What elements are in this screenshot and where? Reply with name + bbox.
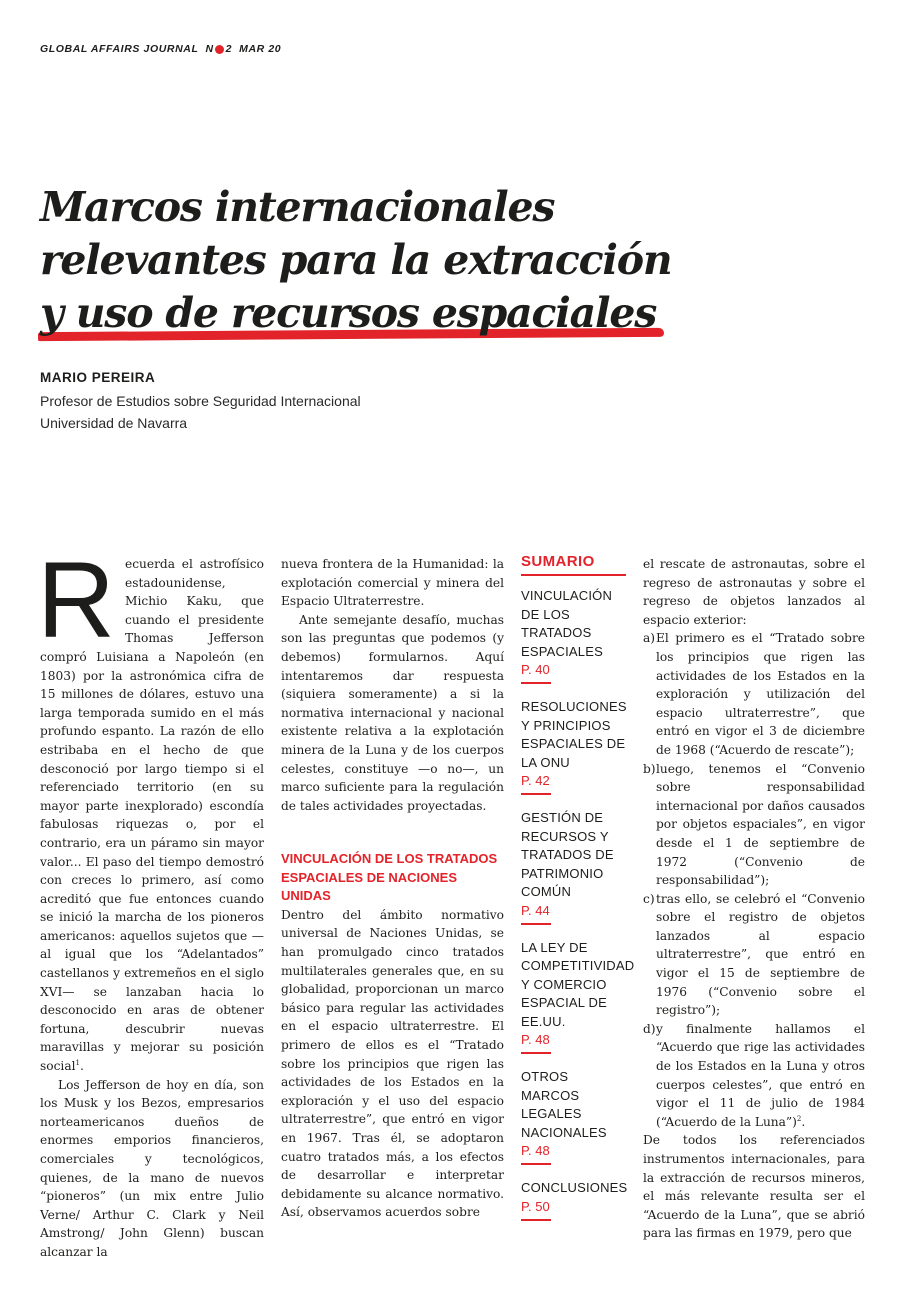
list-text: y finalmente hallamos el “Acuerdo que rige las actividades de los Estados en la Luna y otros cuerpos celestes”, que entró en vigor el 11 de julio de 1984 (“Acuerdo de la Luna”)	[656, 1021, 865, 1129]
body-column-4	[643, 555, 865, 1243]
sumario-item-label: GESTIÓN DE RECURSOS Y TRATADOS DE PATRIMONIO COMÚN	[521, 810, 614, 899]
paragraph-challenge: Ante semejante desafío, muchas son las preguntas que podemos (y debemos) formularnos. Aquí intentaremos dar respuesta (siquiera someramente) a si la normativa internacional y nacional existente relativa a la explotación minera de la Luna y de los cuerpos celestes, constituye —o no—, un marco suficiente para la regulación de tales actividades proyectadas.	[281, 612, 504, 813]
sumario-item-divider	[521, 923, 551, 925]
intro-paragraph: Recuerda el astrofísico estadounidense, Michio Kaku, que cuando el presidente Thomas Jefferson compró Luisiana a Napoleón (en 1803) por la astronómica cifra de 15 millones de dólares, estuvo una larga temporada sumido en el más profundo espanto. La razón de ello estribaba en el hecho de que desconoció por largo tiempo si el referenciado territorio (en su mayor parte inexplorado) escondía fabulosas riquezas o, por el contrario, era un páramo sin mayor valor... El paso del tiempo demostró con creces lo primero, así como acreditó que fue entonces cuando se inició la marcha de los pioneros americanos: aquellos sujetos que —al igual que los “Adelantados” castellanos y extremeños en el siglo XVI— se lanzaban hacia lo desconocido en aras de obtener fortuna, descubrir nuevas maravillas y mejorar su posición social$^1$.	[37, 539, 264, 1074]
sumario-item-ley-competitividad[interactable]	[521, 939, 635, 1055]
article-title	[40, 181, 740, 340]
paragraph-moon-agreement: De todos los referenciados instrumentos internacionales, para la extracción de recursos mineros, el más relevante resulta ser el “Acuerdo de la Luna”, que se abrió para las firmas en 1979, pero que	[643, 1133, 865, 1241]
sumario-item-page: P. 48	[521, 1032, 550, 1047]
paragraph-astronauts: el rescate de astronautas, sobre el regreso de astronautas y sobre el regreso de objetos lanzados al espacio exterior:	[643, 557, 865, 627]
title-line-3-wrapper	[40, 287, 656, 340]
sumario-item-page: P. 42	[521, 773, 550, 788]
intro-text: ecuerda el astrofísico estadounidense, Michio Kaku, que cuando el presidente Thomas Jefferson compró Luisiana a Napoleón (en 1803) por la astronómica cifra de 15 millones de dólares, estuvo una larga temporada sumido en el más profundo espanto. La razón de ello estribaba en el hecho de que desconoció por largo tiempo si el referenciado territorio (en su mayor parte inexplorado) escondía fabulosas riquezas o, por el contrario, era un páramo sin mayor valor... El paso del tiempo demostró con creces lo primero, así como acreditó que fue entonces cuando se inició la marcha de los pioneros americanos: aquellos sujetos que —al igual que los “Adelantados” castellanos y extremeños en el siglo XVI— se lanzaban hacia lo desconocido en aras de obtener fortuna, descubrir nuevas maravillas y mejorar su posición social	[40, 557, 264, 1074]
title-line-1: Marcos internacionales	[40, 183, 555, 231]
issue-number-prefix: N	[205, 43, 214, 55]
treaty-list-item	[643, 890, 865, 1020]
masthead	[40, 43, 281, 55]
list-end-punctuation: .	[801, 1114, 806, 1129]
author-position: Profesor de Estudios sobre Seguridad Internacional	[40, 393, 361, 409]
list-marker: a)	[643, 631, 656, 646]
title-line-3: y uso de recursos espaciales	[40, 289, 657, 337]
paragraph-jefferson: Los Jefferson de hoy en día, son los Musk y los Bezos, empresarios norteamericanos dueños de enormes emporios financieros, comerciales y tecnológicos, quienes, de la mano de nuevos “pioneros” (un mix entre Julio Verne/ Arthur C. Clark y Neil Amstrong/ John Glenn) buscan alcanzar la	[40, 1077, 264, 1259]
list-marker: c)	[643, 891, 655, 906]
sumario-item-page: P. 40	[521, 662, 550, 677]
body-column-2	[281, 555, 504, 1222]
author-institution: Universidad de Navarra	[40, 415, 188, 431]
sumario-item-divider	[521, 682, 551, 684]
body-column-1	[37, 539, 264, 1262]
list-text: tras ello, se celebró el “Convenio sobre el registro de objetos lanzados al espacio ultraterrestre”, que entró en vigor el 15 de septiembre de 1976 (“Convenio sobre el registro”);	[656, 891, 865, 1018]
sumario-item-divider	[521, 1052, 551, 1054]
footnote-ref-1[interactable]: 1	[75, 1058, 80, 1067]
author-name: MARIO PEREIRA	[40, 370, 156, 385]
drop-cap: R	[37, 539, 115, 660]
sumario-item-conclusiones[interactable]	[521, 1179, 626, 1221]
list-text: luego, tenemos el “Convenio sobre responsabilidad internacional por daños causados por objetos espaciales”, en vigor desde el 1 de septiembre de 1972 (“Convenio de responsabilidad”);	[656, 761, 865, 888]
sumario-item-resoluciones[interactable]	[521, 698, 626, 795]
section-heading: VINCULACIÓN DE LOS TRATADOS ESPACIALES DE NACIONES UNIDAS	[281, 851, 498, 904]
list-text: El primero es el “Tratado sobre los principios que rigen las actividades de los Estados en la exploración y utilización del espacio ultraterrestre”, que entró en vigor el 3 de diciembre de 1968 (“Acuerdo de rescate”);	[656, 631, 865, 757]
treaty-list-item	[643, 629, 865, 759]
issue-dot-icon	[215, 45, 224, 54]
sumario-item-page: P. 48	[521, 1143, 550, 1158]
sumario-item-divider	[521, 1219, 551, 1221]
journal-name: GLOBAL AFFAIRS JOURNAL	[40, 43, 199, 55]
sumario-sidebar	[521, 553, 635, 1235]
sumario-item-divider	[521, 1163, 551, 1165]
paragraph-treaties: Dentro del ámbito normativo universal de Naciones Unidas, se han promulgado cinco tratados multilaterales generales que, en su globalidad, proporcionan un marco básico para regular las actividades en el espacio ultraterrestre. El primero de ellos es el “Tratado sobre los principios que rigen las actividades de los Estados en la exploración y el uso del espacio ultraterrestre”, que entró en vigor en 1967. Tras él, se adoptaron cuatro tratados más, a los efectos de desarrollar e interpretar debidamente su alcance normativo. Así, observamos acuerdos sobre	[281, 907, 504, 1220]
sumario-item-otros-marcos[interactable]	[521, 1068, 626, 1165]
paragraph-frontier: nueva frontera de la Humanidad: la explotación comercial y minera del Espacio Ultraterrestre.	[281, 557, 504, 609]
treaty-list-item	[643, 760, 865, 890]
sumario-item-label: LA LEY DE COMPETITIVIDAD Y COMERCIO ESPACIAL DE EE.UU.	[521, 939, 635, 1029]
footnote-ref-2[interactable]: 2	[796, 1114, 802, 1123]
sumario-item-gestion[interactable]	[521, 809, 626, 925]
issue-number: 2	[225, 43, 233, 55]
treaty-list-item	[643, 1020, 865, 1132]
list-marker: d)	[643, 1021, 656, 1036]
sumario-item-divider	[521, 793, 551, 795]
list-text-wrapper	[656, 1020, 865, 1132]
sumario-item-label: CONCLUSIONES	[521, 1180, 628, 1195]
sumario-item-label: RESOLUCIONES Y PRINCIPIOS ESPACIALES DE LA ONU	[521, 699, 627, 770]
list-marker: b)	[643, 761, 656, 776]
sumario-item-vinculacion[interactable]	[521, 587, 626, 684]
sumario-item-page: P. 44	[521, 902, 550, 918]
sumario-title: SUMARIO	[521, 553, 626, 576]
sumario-item-label: VINCULACIÓN DE LOS TRATADOS ESPACIALES	[521, 588, 613, 659]
title-line-2: relevantes para la extracción	[40, 236, 672, 284]
issue-date: MAR 20	[239, 43, 282, 55]
sumario-item-label: OTROS MARCOS LEGALES NACIONALES	[521, 1069, 607, 1140]
sumario-item-page: P. 50	[521, 1198, 550, 1214]
